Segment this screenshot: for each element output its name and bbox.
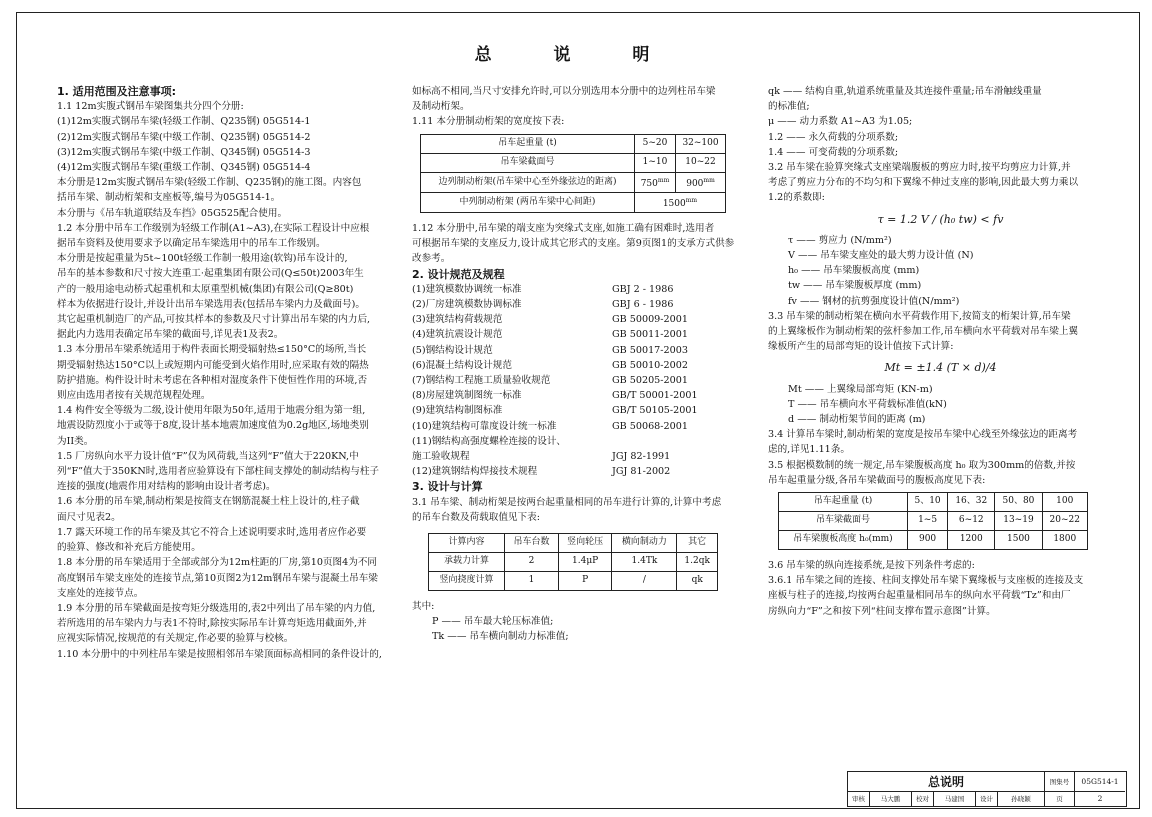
unit-label: mm bbox=[703, 176, 715, 184]
atlas-number: 05G514-1 bbox=[1075, 772, 1125, 792]
right-column bbox=[768, 84, 1113, 619]
code-title: (5)钢结构设计规范 bbox=[412, 344, 493, 356]
table-row bbox=[421, 134, 726, 153]
table-cell: 1.4Tk bbox=[612, 553, 677, 572]
text-line: 地震设防烈度小于或等于8度,设计基本地震加速度值为0.2g地区,场地类别 bbox=[57, 420, 369, 432]
code-title: (3)建筑结构荷载规范 bbox=[412, 314, 503, 326]
table-cell: qk bbox=[677, 572, 718, 591]
text-line: 防护措施。构件设计时未考虑在各种相对湿度条件下使恒性作用的环境,否 bbox=[57, 374, 368, 386]
code-item bbox=[412, 327, 757, 342]
text-line: 1.4 构件安全等级为二级,设计使用年限为50年,适用于地震分组为第一组, bbox=[57, 405, 366, 417]
table-cell: 竖向挠度计算 bbox=[429, 572, 505, 591]
text-line: 缘板所产生的局部弯矩的设计值按下式计算: bbox=[768, 341, 954, 353]
code-item bbox=[412, 297, 757, 312]
definition-line: P —— 吊车最大轮压标准值; bbox=[432, 616, 554, 628]
definition-line: d —— 制动桁架节间的距离 (m) bbox=[788, 414, 926, 426]
table-cell: 吊车梁截面号 bbox=[779, 512, 908, 531]
definition-line: tw —— 吊车梁腹板厚度 (mm) bbox=[788, 280, 922, 292]
table-cell: 中列制动桁架 (两吊车梁中心间距) bbox=[421, 192, 635, 212]
definition-line: h₀ —— 吊车梁腹板高度 (mm) bbox=[788, 265, 920, 277]
table-cell: 吊车梁截面号 bbox=[421, 153, 635, 172]
text-line: (4)12m实腹式钢吊车梁(重级工作制、Q345钢) 05G514-4 bbox=[57, 162, 311, 174]
table-cell: 1500 bbox=[995, 531, 1042, 550]
code-number: GB 50010-2002 bbox=[612, 359, 688, 371]
text-line: 1.8 本分册的吊车梁适用于全部或部分为12m柱距的厂房,第10页图4为不同 bbox=[57, 557, 378, 569]
text-line: qk —— 结构自重,轨道系统重量及其连接件重量;吊车滑触线重量 bbox=[768, 86, 1042, 97]
text-line: μ —— 动力系数 A1~A3 为1.05; bbox=[768, 116, 913, 128]
definition-line: T —— 吊车横向水平荷载标准值(kN) bbox=[788, 398, 947, 410]
table-cell: 吊车起重量 (t) bbox=[779, 493, 908, 512]
text-line: 1.4 —— 可变荷载的分项系数; bbox=[768, 146, 899, 158]
code-title: (11)钢结构高强度螺栓连接的设计、 bbox=[412, 435, 567, 447]
code-title: (12)建筑钢结构焊接技术规程 bbox=[412, 466, 538, 478]
page-number: 2 bbox=[1097, 794, 1103, 803]
table-cell: $1500^{mm}$ bbox=[634, 192, 725, 212]
page-label: 页 bbox=[1045, 792, 1075, 806]
code-item bbox=[412, 343, 757, 358]
code-title: (1)建筑模数协调统一标准 bbox=[412, 283, 522, 295]
table-header-cell: 竖向轮压 bbox=[558, 534, 612, 553]
codes-list bbox=[412, 282, 757, 480]
right-text-d bbox=[768, 558, 1113, 619]
check-label: 校对 bbox=[912, 792, 934, 806]
table-row bbox=[421, 192, 726, 212]
table-row bbox=[421, 172, 726, 192]
table-cell: 1 bbox=[505, 572, 559, 591]
shear-definitions bbox=[768, 233, 1113, 309]
table-cell: 1.4μP bbox=[558, 553, 612, 572]
text-line: 3.6 吊车梁的纵向连接系统,是按下列条件考虑的: bbox=[768, 560, 975, 572]
table-row bbox=[429, 572, 718, 591]
left-text-block bbox=[57, 99, 387, 662]
table-cell: $900^{mm}$ bbox=[676, 172, 726, 192]
text-line: 支座处的连接节点。 bbox=[57, 587, 144, 599]
text-line: 高度钢吊车梁支座处的连接节点,第10页图2为12m钢吊车梁与混凝土吊车梁 bbox=[57, 572, 378, 584]
code-number: GB/T 50105-2001 bbox=[612, 405, 698, 417]
table-cell: 1~10 bbox=[634, 153, 675, 172]
code-number: GBJ 6 - 1986 bbox=[612, 299, 674, 311]
right-text-c bbox=[768, 427, 1113, 488]
table-header-cell: 其它 bbox=[677, 534, 718, 553]
text-line: 其它起重机制造厂的产品,可按其样本的参数及尺寸计算出吊车梁的内力后, bbox=[57, 314, 371, 326]
table-header-cell: 横向制动力 bbox=[612, 534, 677, 553]
text-line: 列“F”值大于350KN时,选用者应验算设有下部柱间支撑处的制动结构与柱子 bbox=[57, 466, 380, 478]
page-title: 总 说 明 bbox=[474, 45, 678, 65]
text-line: 连接的强度(地震作用对结构的影响由设计者考虑)。 bbox=[57, 481, 276, 493]
table-header-row bbox=[429, 534, 718, 553]
table-cell: 13~19 bbox=[995, 512, 1042, 531]
middle-column bbox=[412, 84, 757, 645]
text-line: 1.9 本分册的吊车梁截面是按弯矩分级选用的,表2中列出了吊车梁的内力值, bbox=[57, 602, 376, 614]
table-row bbox=[429, 553, 718, 572]
unit-label: mm bbox=[657, 176, 670, 184]
formula-moment: Mt = ±1.4 (T × d)/4 bbox=[884, 361, 997, 375]
code-item bbox=[412, 419, 757, 434]
text-line: 1.3 本分册吊车梁系统适用于构件表面长期受辐射热≤150°C的场所,当长 bbox=[57, 344, 367, 356]
design-label: 设计 bbox=[976, 792, 998, 806]
formula-shear: τ = 1.2 V / (h₀ tw) < fv bbox=[877, 212, 1004, 226]
text-line: 1.1 12m实腹式钢吊车梁图集共分四个分册: bbox=[57, 101, 244, 113]
text-line: 虑的,详见1.11条。 bbox=[768, 444, 850, 456]
text-line: 3.5 根据模数制的统一规定,吊车梁腹板高度 h₀ 取为300mm的倍数,并按 bbox=[768, 459, 1076, 471]
text-line: 1.11 本分册制动桁架的宽度按下表: bbox=[412, 116, 565, 128]
truss-width-table bbox=[420, 134, 726, 213]
code-number: GB/T 50001-2001 bbox=[612, 390, 698, 402]
moment-definitions bbox=[768, 382, 1113, 428]
table-cell: 32~100 bbox=[676, 134, 726, 153]
table-cell: 承载力计算 bbox=[429, 553, 505, 572]
unit-label: mm bbox=[685, 196, 698, 204]
table-cell: 边列制动桁架(吊车梁中心至外缘弦边的距离) bbox=[421, 172, 635, 192]
text-line: 的标准值; bbox=[768, 101, 810, 113]
code-title: (10)建筑结构可靠度设计统一标准 bbox=[412, 420, 557, 432]
right-text-b bbox=[768, 309, 1113, 355]
definition-line: Tk —— 吊车横向制动力标准值; bbox=[432, 631, 569, 643]
text-line: 房纵向力“F”之和按下列“柱间支撑布置示意图”计算。 bbox=[768, 605, 996, 617]
code-title: (8)房屋建筑制图统一标准 bbox=[412, 390, 522, 402]
code-item bbox=[412, 464, 757, 479]
section-2-heading: 2. 设计规范及规程 bbox=[412, 267, 505, 281]
table-cell: 50、80 bbox=[995, 493, 1042, 512]
text-line: 1.10 本分册中的中列柱吊车梁是按照相邻吊车梁顶面标高相同的条件设计的, bbox=[57, 648, 382, 660]
definition-line: V —— 吊车梁支座处的最大剪力设计值 (N) bbox=[788, 250, 974, 262]
table-cell: 6~12 bbox=[948, 512, 995, 531]
text-line: 据此内力选用表确定吊车梁的截面号,详见表1及表2。 bbox=[57, 329, 284, 341]
code-item bbox=[412, 282, 757, 297]
code-number: GB 50068-2001 bbox=[612, 420, 688, 432]
code-item bbox=[412, 403, 757, 418]
checker-name: 马建国 bbox=[934, 792, 976, 806]
table-cell: 吊车梁腹板高度 h₀(mm) bbox=[779, 531, 908, 550]
code-item bbox=[412, 358, 757, 373]
table-cell: 2 bbox=[505, 553, 559, 572]
text-line: 的吊车台数及荷载取值见下表: bbox=[412, 511, 540, 523]
text-line: 吊车的基本参数和尺寸按大连重工·起重集团有限公司(Q≤50t)2003年生 bbox=[57, 268, 364, 280]
title-block-name: 总说明 bbox=[848, 772, 1045, 792]
code-number: GB 50205-2001 bbox=[612, 375, 688, 387]
right-text-a bbox=[768, 84, 1113, 206]
text-line: 1.12 本分册中,吊车梁的端支座为突缘式支座,如施工确有困难时,选用者 bbox=[412, 223, 715, 235]
text-line: 为II类。 bbox=[57, 435, 94, 447]
text-line: 3.1 吊车梁、制动桁架是按两台起重量相同的吊车进行计算的,计算中考虑 bbox=[412, 496, 722, 508]
code-item bbox=[412, 373, 757, 388]
reviewer-name: 马大鹏 bbox=[870, 792, 912, 806]
text-line: 则应由选用者按有关规范规程处理。 bbox=[57, 390, 211, 402]
text-line: 座板与柱子的连接,均按两台起重量相同吊车的纵向水平荷载“Tz”和由厂 bbox=[768, 590, 1071, 602]
table-cell: 5~20 bbox=[634, 134, 675, 153]
text-line: 若所选用的吊车梁内力与表1不符时,除按实际吊车计算弯矩选用截面外,并 bbox=[57, 618, 367, 630]
code-number: JGJ 81-2002 bbox=[612, 466, 671, 478]
text-line: 1.2 —— 永久荷载的分项系数; bbox=[768, 131, 899, 143]
atlas-label: 图集号 bbox=[1045, 772, 1075, 792]
code-item bbox=[412, 312, 757, 327]
text-line: 产的一般用途电动桥式起重机和太原重型机械(集团)有限公司(Q≥80t) bbox=[57, 283, 354, 295]
text-line: 3.3 吊车梁的制动桁架在横向水平荷载作用下,按简支的桁架计算,吊车梁 bbox=[768, 310, 1071, 322]
code-title: 施工验收规程 bbox=[412, 451, 470, 463]
section-3-heading: 3. 设计与计算 bbox=[412, 480, 483, 494]
text-line: 括吊车梁、制动桁架和支座板等,编号为05G514-1。 bbox=[57, 192, 281, 204]
text-line: 应视实际情况,按规范的有关规定,作必要的验算与校核。 bbox=[57, 633, 294, 645]
table-cell: / bbox=[612, 572, 677, 591]
middle-intro-text bbox=[412, 84, 757, 130]
code-number: GB 50017-2003 bbox=[612, 344, 688, 356]
text-line: 吊车起重量分级,各吊车梁截面号的腹板高度见下表: bbox=[768, 474, 986, 486]
text-line: 1.2的系数即: bbox=[768, 192, 825, 204]
code-title: (7)钢结构工程施工质量验收规范 bbox=[412, 375, 551, 387]
code-title: (6)混凝土结构设计规范 bbox=[412, 359, 512, 371]
text-line: 考虑了剪应力分布的不均匀和下翼缘不伸过支座的影响,因此最大剪力乘以 bbox=[768, 177, 1079, 189]
review-label: 审核 bbox=[848, 792, 870, 806]
text-line: 本分册是12m实腹式钢吊车梁(轻级工作制、Q235钢)的施工图。内容包 bbox=[57, 177, 362, 189]
text-line: 面尺寸见表2。 bbox=[57, 511, 121, 523]
code-item bbox=[412, 449, 757, 464]
text-line: 3.2 吊车梁在验算突缘式支座梁端腹板的剪应力时,按平均剪应力计算,并 bbox=[768, 162, 1071, 174]
definition-line: τ —— 剪应力 (N/mm²) bbox=[788, 234, 892, 246]
code-title: (9)建筑结构制图标准 bbox=[412, 405, 503, 417]
text-line: 3.6.1 吊车梁之间的连接、柱间支撑处吊车梁下翼缘板与支座板的连接及支 bbox=[768, 575, 1084, 587]
para-3-1 bbox=[412, 495, 757, 525]
table-cell: 20~22 bbox=[1042, 512, 1087, 531]
table-cell: 100 bbox=[1042, 493, 1087, 512]
text-line: 1.5 厂房纵向水平力设计值“F”仅为风荷载,当这列“F”值大于220KN,中 bbox=[57, 450, 359, 462]
table-cell: 1200 bbox=[948, 531, 995, 550]
text-line: 如标高不相同,当尺寸安排允许时,可以分别选用本分册中的边列柱吊车梁 bbox=[412, 86, 716, 97]
table-cell: 1800 bbox=[1042, 531, 1087, 550]
code-number: GB 50009-2001 bbox=[612, 314, 688, 326]
text-line: 及制动桁架。 bbox=[412, 101, 470, 113]
table-cell: P bbox=[558, 572, 612, 591]
middle-definitions bbox=[412, 614, 757, 644]
text-line: 本分册与《吊车轨道联结及车挡》05G525配合使用。 bbox=[57, 207, 288, 219]
table-cell: 1.2qk bbox=[677, 553, 718, 572]
table-header-cell: 计算内容 bbox=[429, 534, 505, 553]
text-line: 3.4 计算吊车梁时,制动桁架的宽度是按吊车梁中心线至外缘弦边的距离考 bbox=[768, 429, 1078, 441]
table-cell: 5、10 bbox=[907, 493, 947, 512]
table-cell: 1~5 bbox=[907, 512, 947, 531]
text-line: 可根据吊车梁的支座反力,设计成其它形式的支座。第9页图1的支承方式供参 bbox=[412, 238, 735, 250]
load-table bbox=[428, 533, 718, 591]
text-line: (3)12m实腹式钢吊车梁(中级工作制、Q345钢) 05G514-3 bbox=[57, 146, 311, 158]
code-number: GB 50011-2001 bbox=[612, 329, 688, 341]
text-line: 1.7 露天环境工作的吊车梁及其它不符合上述说明要求时,选用者应作必要 bbox=[57, 526, 367, 538]
code-title: (4)建筑抗震设计规范 bbox=[412, 329, 503, 341]
text-line: 1.6 本分册的吊车梁,制动桁架是按简支在钢筋混凝土柱上设计的,柱子截 bbox=[57, 496, 360, 508]
table-row bbox=[779, 512, 1088, 531]
table-cell: 10~22 bbox=[676, 153, 726, 172]
text-line: 样本为依据进行设计,并设计出吊车梁选用表(包括吊车梁内力及截面号)。 bbox=[57, 298, 365, 310]
web-height-table bbox=[778, 492, 1088, 550]
table-cell: 900 bbox=[907, 531, 947, 550]
text-line: 1.2 本分册中吊车工作级别为轻级工作制(A1~A3),在实际工程设计中应根 bbox=[57, 222, 370, 234]
definition-line: fv —— 钢材的抗剪强度设计值(N/mm²) bbox=[788, 295, 960, 307]
text-line: (2)12m实腹式钢吊车梁(中级工作制、Q235钢) 05G514-2 bbox=[57, 131, 311, 143]
text-line: 改参考。 bbox=[412, 253, 451, 265]
code-title: (2)厂房建筑模数协调标准 bbox=[412, 299, 522, 311]
table-row bbox=[779, 531, 1088, 550]
table-cell: 16、32 bbox=[948, 493, 995, 512]
code-item bbox=[412, 388, 757, 403]
text-line: 据吊车资料及使用要求予以确定吊车梁选用中的吊车工作级别。 bbox=[57, 238, 326, 250]
table-cell: 吊车起重量 (t) bbox=[421, 134, 635, 153]
code-number: JGJ 82-1991 bbox=[612, 451, 671, 463]
definition-line: Mt —— 上翼缘局部弯矩 (KN-m) bbox=[788, 383, 933, 395]
table-row bbox=[779, 493, 1088, 512]
section-1-heading: 1. 适用范围及注意事项: bbox=[57, 85, 177, 98]
table-header-cell: 吊车台数 bbox=[505, 534, 559, 553]
text-line: 本分册是按起重量为5t~100t轻级工作制一般用途(软钩)吊车设计的, bbox=[57, 253, 348, 265]
text-line: 期受辐射热达150°C以上或短期内可能受到火焰作用时,应采取有效的隔热 bbox=[57, 359, 369, 371]
table-cell: $750^{mm}$ bbox=[634, 172, 675, 192]
table-row bbox=[421, 153, 726, 172]
para-1-12 bbox=[412, 221, 757, 267]
text-line: 的上翼缘板作为制动桁架的弦杆参加工作,吊车横向水平荷载对吊车梁上翼 bbox=[768, 326, 1079, 338]
text-line: (1)12m实腹式钢吊车梁(轻级工作制、Q235钢) 05G514-1 bbox=[57, 116, 311, 128]
code-item bbox=[412, 434, 757, 449]
designer-name: 孙晓颖 bbox=[998, 792, 1045, 806]
code-number: GBJ 2 - 1986 bbox=[612, 283, 674, 295]
where-label: 其中: bbox=[412, 601, 435, 613]
text-line: 的验算、修改和补充后方能使用。 bbox=[57, 542, 201, 554]
title-block bbox=[847, 771, 1127, 807]
left-column bbox=[57, 84, 387, 662]
